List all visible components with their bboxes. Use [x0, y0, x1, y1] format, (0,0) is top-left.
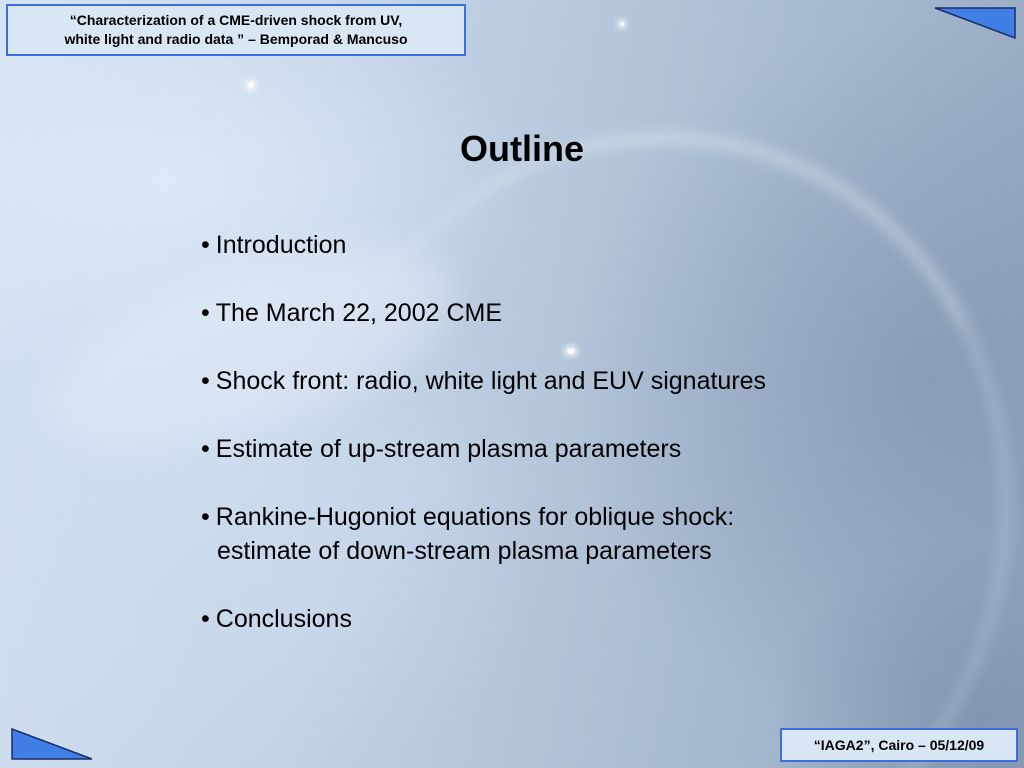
list-item-text: The March 22, 2002 CME — [215, 299, 503, 327]
header-box — [6, 4, 466, 56]
bullet-icon: • — [201, 503, 210, 531]
bullet-icon: • — [201, 299, 210, 327]
bullet-icon: • — [201, 367, 210, 395]
list-item — [201, 602, 961, 636]
list-item-text: Introduction — [215, 231, 347, 259]
bullet-icon: • — [201, 231, 210, 259]
background-star — [248, 82, 254, 88]
triangle-decoration-icon — [934, 7, 1016, 39]
outline-list — [201, 228, 961, 670]
list-item — [201, 364, 961, 398]
list-item — [201, 296, 961, 330]
list-item — [201, 228, 961, 262]
list-item-text: Shock front: radio, white light and EUV signatures — [215, 367, 767, 395]
slide-title: Outline — [460, 128, 584, 169]
footer-box — [780, 728, 1018, 762]
triangle-decoration-icon — [11, 728, 93, 760]
bullet-icon: • — [201, 435, 210, 463]
list-item-text: Estimate of up-stream plasma parameters — [215, 435, 682, 463]
background-star — [620, 22, 624, 26]
list-item — [201, 432, 961, 466]
list-item-continuation: estimate of down-stream plasma parameters — [217, 537, 712, 565]
bullet-icon: • — [201, 605, 210, 633]
list-item-text: Conclusions — [215, 605, 352, 633]
list-item-text: Rankine-Hugoniot equations for oblique shock: — [215, 503, 735, 531]
footer-conference: “IAGA2”, Cairo – 05/12/09 — [813, 737, 985, 753]
list-item — [201, 500, 961, 568]
header-citation: “Characterization of a CME-driven shock from UV, white light and radio data ” – Bemporad & Mancuso — [64, 12, 408, 47]
